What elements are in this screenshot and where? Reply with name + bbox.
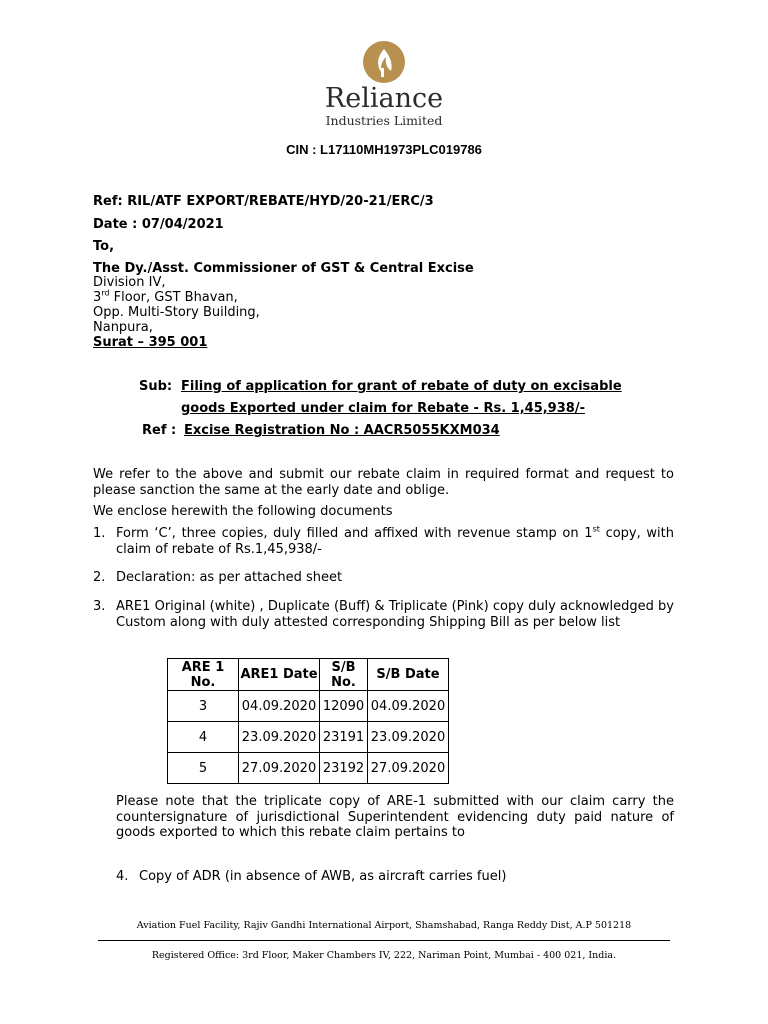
recipient-floor: [93, 290, 238, 305]
are1-shipping-table: [167, 658, 449, 784]
table-cell: 27.09.2020: [368, 753, 449, 784]
to-line: To,: [93, 239, 115, 254]
item-1-text: [116, 526, 674, 557]
subject-line-2: goods Exported under claim for Rebate - Rs. 1,45,938/-: [181, 401, 585, 416]
note-paragraph: Please note that the triplicate copy of ARE-1 submitted with our claim carry the countersignature of jurisdictional Superintendent evidencing duty paid nature of goods exported to which this rebate claim pertains to: [116, 794, 674, 840]
header-sb-date: S/B Date: [368, 659, 449, 691]
recipient-city: Surat – 395 001: [93, 335, 208, 350]
date-line: Date : 07/04/2021: [93, 217, 224, 232]
reliance-flame-logo-icon: [362, 40, 406, 84]
item-2-text: Declaration: as per attached sheet: [116, 570, 343, 585]
recipient-opp: Opp. Multi-Story Building,: [93, 305, 260, 320]
subject-ref-label: Ref :: [142, 423, 177, 438]
item-2-number: 2.: [93, 570, 106, 585]
recipient-area: Nanpura,: [93, 320, 153, 335]
header-sb-no: S/B No.: [320, 659, 368, 691]
table-cell: 12090: [320, 691, 368, 722]
enclose-line: We enclose herewith the following documents: [93, 504, 393, 519]
item-1-sup: st: [592, 524, 600, 534]
intro-paragraph: We refer to the above and submit our rebate claim in required format and request to please sanction the same at the early date and oblige.: [93, 467, 674, 498]
letterhead-logo: [280, 40, 488, 132]
table-cell: 04.09.2020: [368, 691, 449, 722]
subject-label: Sub:: [139, 379, 173, 394]
table-cell: 4: [168, 722, 239, 753]
table-cell: 04.09.2020: [239, 691, 320, 722]
table-cell: 23192: [320, 753, 368, 784]
table-cell: 5: [168, 753, 239, 784]
table-cell: 3: [168, 691, 239, 722]
cin-number: CIN : L17110MH1973PLC019786: [286, 142, 482, 157]
item-3-number: 3.: [93, 599, 106, 614]
recipient-division: Division IV,: [93, 275, 166, 290]
subject-ref-text: Excise Registration No : AACR5055KXM034: [184, 423, 500, 438]
brand-subtitle: Industries Limited: [325, 113, 443, 128]
table-cell: 23191: [320, 722, 368, 753]
reference-line: Ref: RIL/ATF EXPORT/REBATE/HYD/20-21/ERC/3: [93, 194, 434, 209]
table-cell: 23.09.2020: [368, 722, 449, 753]
table-header-row: [168, 659, 449, 691]
footer-facility-address: Aviation Fuel Facility, Rajiv Gandhi International Airport, Shamshabad, Ranga Reddy Dist, A.P 501218: [136, 920, 632, 931]
table-cell: 27.09.2020: [239, 753, 320, 784]
table-cell: 23.09.2020: [239, 722, 320, 753]
header-are1-no: ARE 1 No.: [168, 659, 239, 691]
brand-name: Reliance: [324, 83, 444, 114]
item-1-text-a: Form ‘C’, three copies, duly filled and affixed with revenue stamp on 1: [116, 526, 593, 541]
footer-divider: [98, 940, 670, 941]
recipient-title: The Dy./Asst. Commissioner of GST & Central Excise: [93, 261, 474, 276]
header-are1-date: ARE1 Date: [239, 659, 320, 691]
subject-line-1: Filing of application for grant of rebate of duty on excisable: [181, 379, 622, 394]
table-row: [168, 691, 449, 722]
floor-number: 3: [93, 290, 102, 305]
item-3-text: ARE1 Original (white) , Duplicate (Buff) & Triplicate (Pink) copy duly acknowledged by Custom along with duly attested corresponding Shipping Bill as per below list: [116, 599, 674, 630]
item-1-text-b: copy, with claim of rebate of Rs.1,45,938/-: [116, 526, 674, 557]
floor-suffix: rd: [101, 288, 110, 298]
table-row: [168, 753, 449, 784]
footer-registered-office: Registered Office: 3rd Floor, Maker Chambers IV, 222, Nariman Point, Mumbai - 400 021, India.: [151, 950, 617, 961]
table-row: [168, 722, 449, 753]
item-4-number: 4.: [116, 869, 129, 884]
floor-text: Floor, GST Bhavan,: [109, 290, 238, 305]
item-4-text: Copy of ADR (in absence of AWB, as aircraft carries fuel): [139, 869, 507, 884]
item-1-number: 1.: [93, 526, 106, 541]
